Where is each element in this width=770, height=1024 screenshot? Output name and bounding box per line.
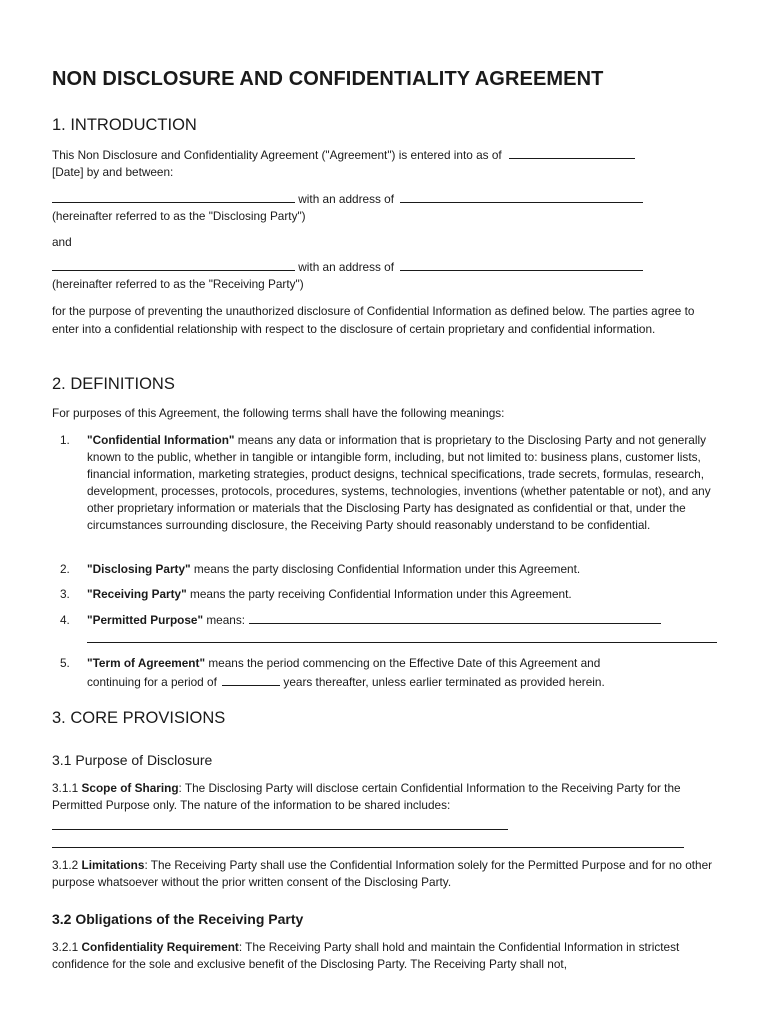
- definition-number: 4.: [60, 613, 70, 627]
- definition-term: "Permitted Purpose": [87, 613, 204, 627]
- clause-text: : The Receiving Party shall use the Confidential Information solely for the Permitted Purpose and for no other purpose whatsoever without the prior written consent of the Disclosing Party.: [52, 858, 713, 889]
- term-period-blank[interactable]: [222, 674, 280, 686]
- definition-number: 3.: [60, 587, 70, 601]
- document-title: NON DISCLOSURE AND CONFIDENTIALITY AGREEMENT: [52, 68, 604, 90]
- clause-term: Limitations: [81, 858, 145, 872]
- definition-text: means the period commencing on the Effective Date of this Agreement and: [205, 656, 601, 670]
- definition-number: 5.: [60, 656, 70, 670]
- receiving-party-line: [52, 259, 643, 276]
- paragraph-3-2-1: [52, 939, 724, 973]
- date-blank[interactable]: [509, 147, 635, 159]
- definition-term: "Receiving Party": [87, 587, 187, 601]
- definition-permitted-purpose: [87, 612, 727, 629]
- clause-number: 3.1.2: [52, 858, 79, 872]
- purpose-paragraph: for the purpose of preventing the unauthorized disclosure of Confidential Information as defined below. The parties agree to enter into a confidential relationship with respect to the disclosure of certain proprietary and confidential information.: [52, 304, 695, 336]
- definition-confidential-information: [87, 432, 727, 534]
- and-text: and: [52, 235, 72, 249]
- receiving-party-address-blank[interactable]: [400, 259, 643, 271]
- clause-text: : The Receiving Party shall hold and maintain the Confidential Information in strictest confidence for the sole and exclusive benefit of the Disclosing Party. The Receiving Party shall not,: [52, 940, 680, 971]
- section-heading-introduction: 1. INTRODUCTION: [52, 116, 197, 134]
- disclosing-party-name-blank[interactable]: [52, 191, 295, 203]
- term-period-text-end: years thereafter, unless earlier terminated as provided herein.: [283, 675, 605, 689]
- definition-term-of-agreement: [87, 655, 727, 672]
- permitted-purpose-blank[interactable]: [249, 612, 661, 624]
- disclosing-party-address-blank[interactable]: [400, 191, 643, 203]
- definition-text: means any data or information that is proprietary to the Disclosing Party and not generally known to the public, whether in tangible or intangible form, including, but not limited to: business plans, customer lists, financial information, marketing strategies, product designs, technical specifications, trade secrets, formulas, research, development, processes, protocols, procedures, systems, technologies, inventions (whether patentable or not), and any other proprietary information or materials that the Disclosing Party has designated as confidential or that, under the circumstances surrounding disclosure, the Receiving Party should reasonably understand to be confidential.: [87, 433, 711, 532]
- section-heading-core-provisions: 3. CORE PROVISIONS: [52, 709, 226, 727]
- clause-number: 3.2.1: [52, 940, 79, 954]
- intro-line-2: [Date] by and between:: [52, 165, 174, 179]
- shared-information-blank-line-2[interactable]: [52, 847, 684, 848]
- definition-text: means the party disclosing Confidential Information under this Agreement.: [190, 562, 581, 576]
- definition-receiving-party: [87, 586, 727, 603]
- clause-number: 3.1.1: [52, 781, 79, 795]
- term-of-agreement-line-2: [87, 674, 605, 691]
- clause-term: Scope of Sharing: [81, 781, 179, 795]
- definition-number: 1.: [60, 433, 70, 447]
- address-label: with an address of: [298, 192, 395, 206]
- definition-text: means the party receiving Confidential Information under this Agreement.: [186, 587, 572, 601]
- paragraph-3-1-1: [52, 780, 724, 814]
- definition-number: 2.: [60, 562, 70, 576]
- section-heading-definitions: 2. DEFINITIONS: [52, 375, 175, 393]
- receiving-party-name-blank[interactable]: [52, 259, 295, 271]
- definitions-lead: For purposes of this Agreement, the following terms shall have the following meanings:: [52, 406, 505, 420]
- permitted-purpose-blank-line-2[interactable]: [87, 642, 717, 643]
- definition-text: means:: [203, 613, 246, 627]
- term-period-text: continuing for a period of: [87, 675, 217, 689]
- disclosing-party-reference: (hereinafter referred to as the "Disclosing Party"): [52, 209, 306, 223]
- paragraph-3-1-2: [52, 857, 724, 891]
- definition-disclosing-party: [87, 561, 727, 578]
- subsection-heading-3-2: 3.2 Obligations of the Receiving Party: [52, 911, 304, 927]
- definition-term: "Disclosing Party": [87, 562, 191, 576]
- address-label: with an address of: [298, 260, 395, 274]
- intro-date-text: This Non Disclosure and Confidentiality Agreement ("Agreement") is entered into as of: [52, 148, 502, 162]
- shared-information-blank-line-1[interactable]: [52, 829, 508, 830]
- subsection-heading-3-1: 3.1 Purpose of Disclosure: [52, 752, 213, 768]
- clause-term: Confidentiality Requirement: [81, 940, 239, 954]
- definition-term: "Term of Agreement": [87, 656, 206, 670]
- clause-text: : The Disclosing Party will disclose certain Confidential Information to the Receiving Party for the Permitted Purpose only. The nature of the information to be shared includes:: [52, 781, 681, 812]
- intro-line-1: [52, 147, 635, 164]
- receiving-party-reference: (hereinafter referred to as the "Receiving Party"): [52, 277, 304, 291]
- disclosing-party-line: [52, 191, 643, 208]
- definition-term: "Confidential Information": [87, 433, 235, 447]
